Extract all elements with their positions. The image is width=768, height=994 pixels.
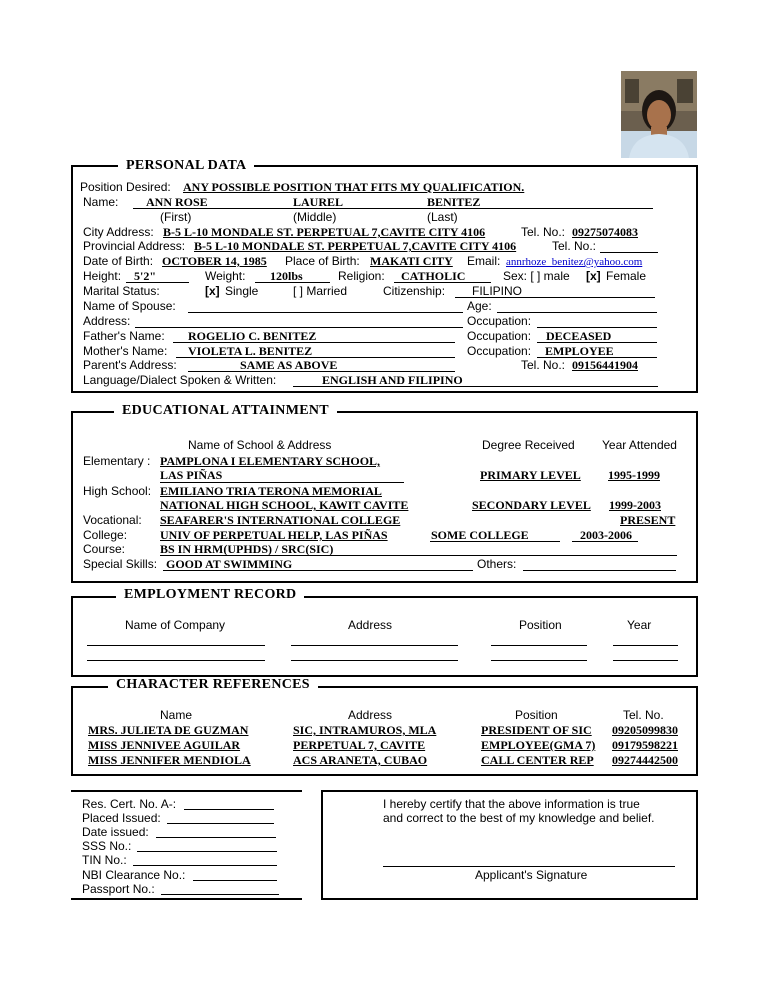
- references-col-tel: Tel. No.: [623, 708, 664, 722]
- references-col-name: Name: [160, 708, 193, 722]
- personal-data-heading: PERSONAL DATA: [118, 158, 254, 174]
- spouse-address-label: Address:: [83, 314, 131, 328]
- elementary-degree: PRIMARY LEVEL: [480, 468, 581, 482]
- elementary-school-line2: LAS PIÑAS: [160, 468, 223, 482]
- references-col-position: Position: [515, 708, 558, 722]
- middle-caption: (Middle): [293, 210, 337, 224]
- education-col-school: Name of School & Address: [188, 438, 332, 452]
- first-name-value: ANN ROSE: [146, 195, 208, 209]
- reference-name: MISS JENNIFER MENDIOLA: [88, 753, 251, 767]
- employment-year-line: [613, 645, 678, 646]
- father-occupation-value: DECEASED: [546, 329, 612, 343]
- vocational-year: PRESENT: [620, 513, 676, 527]
- certify-line1: I hereby certify that the above information is true: [383, 797, 640, 811]
- citizenship-value: FILIPINO: [472, 284, 523, 298]
- weight-label: Weight:: [205, 269, 246, 283]
- employment-address-line: [291, 645, 458, 646]
- provincial-address-value: B-5 L-10 MONDALE ST. PERPETUAL 7,CAVITE CITY 4106: [194, 239, 517, 253]
- employment-company-line: [87, 660, 265, 661]
- city-tel-label: Tel. No.:: [521, 225, 566, 239]
- signature-line: [383, 866, 675, 867]
- education-heading: EDUCATIONAL ATTAINMENT: [114, 403, 337, 419]
- employment-col-position: Position: [519, 618, 562, 632]
- employment-company-line: [87, 645, 265, 646]
- dob-label: Date of Birth:: [83, 254, 154, 268]
- signature-label: Applicant's Signature: [475, 868, 588, 882]
- name-label: Name:: [83, 195, 119, 209]
- spouse-label: Name of Spouse:: [83, 299, 176, 313]
- citizenship-label: Citizenship:: [383, 284, 446, 298]
- college-year: 2003-2006: [580, 528, 632, 542]
- parent-tel-value: 09156441904: [572, 358, 638, 372]
- employment-col-address: Address: [348, 618, 393, 632]
- name-line: [133, 208, 653, 209]
- vocational-label: Vocational:: [83, 513, 142, 527]
- res-cert-label: Res. Cert. No. A-:: [82, 797, 177, 811]
- high-school-year: 1999-2003: [609, 498, 661, 512]
- reference-name: MRS. JULIETA DE GUZMAN: [88, 723, 249, 737]
- provincial-tel-line: [600, 252, 658, 253]
- college-label: College:: [83, 528, 128, 542]
- college-degree: SOME COLLEGE: [431, 528, 529, 542]
- employment-position-line: [491, 645, 587, 646]
- date-issued-label: Date issued:: [82, 825, 149, 839]
- parent-tel-label: Tel. No.:: [521, 358, 566, 372]
- high-school-label: High School:: [83, 484, 152, 498]
- employment-col-company: Name of Company: [125, 618, 226, 632]
- employment-position-line: [491, 660, 587, 661]
- high-school-degree: SECONDARY LEVEL: [472, 498, 591, 512]
- father-occupation-label: Occupation:: [467, 329, 532, 343]
- nbi-line: [193, 880, 277, 881]
- provincial-tel-label: Tel. No.:: [552, 239, 597, 253]
- high-school-line2: NATIONAL HIGH SCHOOL, KAWIT CAVITE: [160, 498, 409, 512]
- weight-value: 120lbs: [270, 269, 303, 283]
- elementary-school-line1: PAMPLONA I ELEMENTARY SCHOOL,: [160, 454, 381, 468]
- tin-line: [133, 865, 277, 866]
- last-caption: (Last): [427, 210, 458, 224]
- sex-female-label: Female: [606, 269, 647, 283]
- pob-label: Place of Birth:: [285, 254, 360, 268]
- certify-line2: and correct to the best of my knowledge and belief.: [383, 811, 655, 825]
- single-checkbox[interactable]: [x]: [205, 284, 220, 298]
- age-line: [497, 312, 657, 313]
- position-desired-value: ANY POSSIBLE POSITION THAT FITS MY QUALIFICATION.: [183, 180, 525, 194]
- sss-line: [137, 851, 277, 852]
- reference-position: EMPLOYEE(GMA 7): [481, 738, 596, 752]
- employment-col-year: Year: [627, 618, 652, 632]
- reference-tel: 09274442500: [612, 753, 678, 767]
- provincial-address-label: Provincial Address:: [83, 239, 186, 253]
- middle-name-value: LAUREL: [293, 195, 344, 209]
- reference-position: CALL CENTER REP: [481, 753, 594, 767]
- email-link[interactable]: annrhoze_benitez@yahoo.com: [506, 256, 643, 268]
- married-checkbox[interactable]: [ ] Married: [293, 284, 348, 298]
- course-label: Course:: [83, 542, 126, 556]
- employment-year-line: [613, 660, 678, 661]
- course-value: BS IN HRM(UPHDS) / SRC(SIC): [160, 542, 334, 556]
- spouse-line: [188, 312, 463, 313]
- passport-line: [161, 894, 279, 895]
- placed-issued-label: Placed Issued:: [82, 811, 161, 825]
- education-col-year: Year Attended: [602, 438, 677, 452]
- religion-label: Religion:: [338, 269, 385, 283]
- language-label: Language/Dialect Spoken & Written:: [83, 373, 277, 387]
- applicant-photo: [621, 71, 697, 158]
- dob-value: OCTOBER 14, 1985: [162, 254, 267, 268]
- city-address-label: City Address:: [83, 225, 154, 239]
- reference-address: SIC, INTRAMUROS, MLA: [293, 723, 437, 737]
- single-label: Single: [225, 284, 259, 298]
- sex-label: Sex: [ ] male: [503, 269, 570, 283]
- reference-address: PERPETUAL 7, CAVITE: [293, 738, 426, 752]
- reference-tel: 09205099830: [612, 723, 678, 737]
- sex-female-checkbox[interactable]: [x]: [586, 269, 601, 283]
- mother-occupation-label: Occupation:: [467, 344, 532, 358]
- references-col-address: Address: [348, 708, 393, 722]
- parent-address-label: Parent's Address:: [83, 358, 177, 372]
- age-label: Age:: [467, 299, 492, 313]
- city-tel-value: 09275074083: [572, 225, 638, 239]
- high-school-line1: EMILIANO TRIA TERONA MEMORIAL: [160, 484, 382, 498]
- parent-address-value: SAME AS ABOVE: [240, 358, 338, 372]
- employment-heading: EMPLOYMENT RECORD: [116, 587, 304, 603]
- vocational-value: SEAFARER'S INTERNATIONAL COLLEGE: [160, 513, 401, 527]
- skills-label: Special Skills:: [83, 557, 158, 571]
- reference-tel: 09179598221: [612, 738, 678, 752]
- education-col-degree: Degree Received: [482, 438, 575, 452]
- spouse-address-line: [135, 327, 463, 328]
- res-cert-line: [184, 809, 274, 810]
- passport-label: Passport No.:: [82, 882, 155, 896]
- sss-label: SSS No.:: [82, 839, 132, 853]
- father-name-label: Father's Name:: [83, 329, 165, 343]
- reference-address: ACS ARANETA, CUBAO: [293, 753, 428, 767]
- language-value: ENGLISH AND FILIPINO: [322, 373, 463, 387]
- tin-label: TIN No.:: [82, 853, 127, 867]
- last-name-value: BENITEZ: [427, 195, 481, 209]
- marital-status-label: Marital Status:: [83, 284, 160, 298]
- spouse-occupation-line: [537, 327, 657, 328]
- mother-name-value: VIOLETA L. BENITEZ: [188, 344, 313, 358]
- employment-address-line: [291, 660, 458, 661]
- employment-section: [71, 596, 698, 677]
- spouse-occupation-label: Occupation:: [467, 314, 532, 328]
- reference-position: PRESIDENT OF SIC: [481, 723, 592, 737]
- first-caption: (First): [160, 210, 192, 224]
- position-desired-label: Position Desired:: [80, 180, 171, 194]
- date-issued-line: [156, 837, 276, 838]
- city-address-value: B-5 L-10 MONDALE ST. PERPETUAL 7,CAVITE CITY 4106: [163, 225, 486, 239]
- father-name-value: ROGELIO C. BENITEZ: [188, 329, 317, 343]
- elementary-year: 1995-1999: [608, 468, 660, 482]
- religion-value: CATHOLIC: [401, 269, 466, 283]
- email-label: Email:: [467, 254, 501, 268]
- pob-value: MAKATI CITY: [370, 254, 453, 268]
- college-value: UNIV OF PERPETUAL HELP, LAS PIÑAS: [160, 528, 388, 542]
- placed-issued-line: [167, 823, 274, 824]
- mother-occupation-value: EMPLOYEE: [545, 344, 614, 358]
- references-heading: CHARACTER REFERENCES: [108, 677, 318, 693]
- height-value: 5'2": [134, 269, 156, 283]
- mother-name-label: Mother's Name:: [83, 344, 168, 358]
- others-line: [523, 570, 676, 571]
- skills-value: GOOD AT SWIMMING: [166, 557, 293, 571]
- height-label: Height:: [83, 269, 122, 283]
- reference-name: MISS JENNIVEE AGUILAR: [88, 738, 241, 752]
- elementary-label: Elementary :: [83, 454, 151, 468]
- others-label: Others:: [477, 557, 517, 571]
- nbi-label: NBI Clearance No.:: [82, 868, 186, 882]
